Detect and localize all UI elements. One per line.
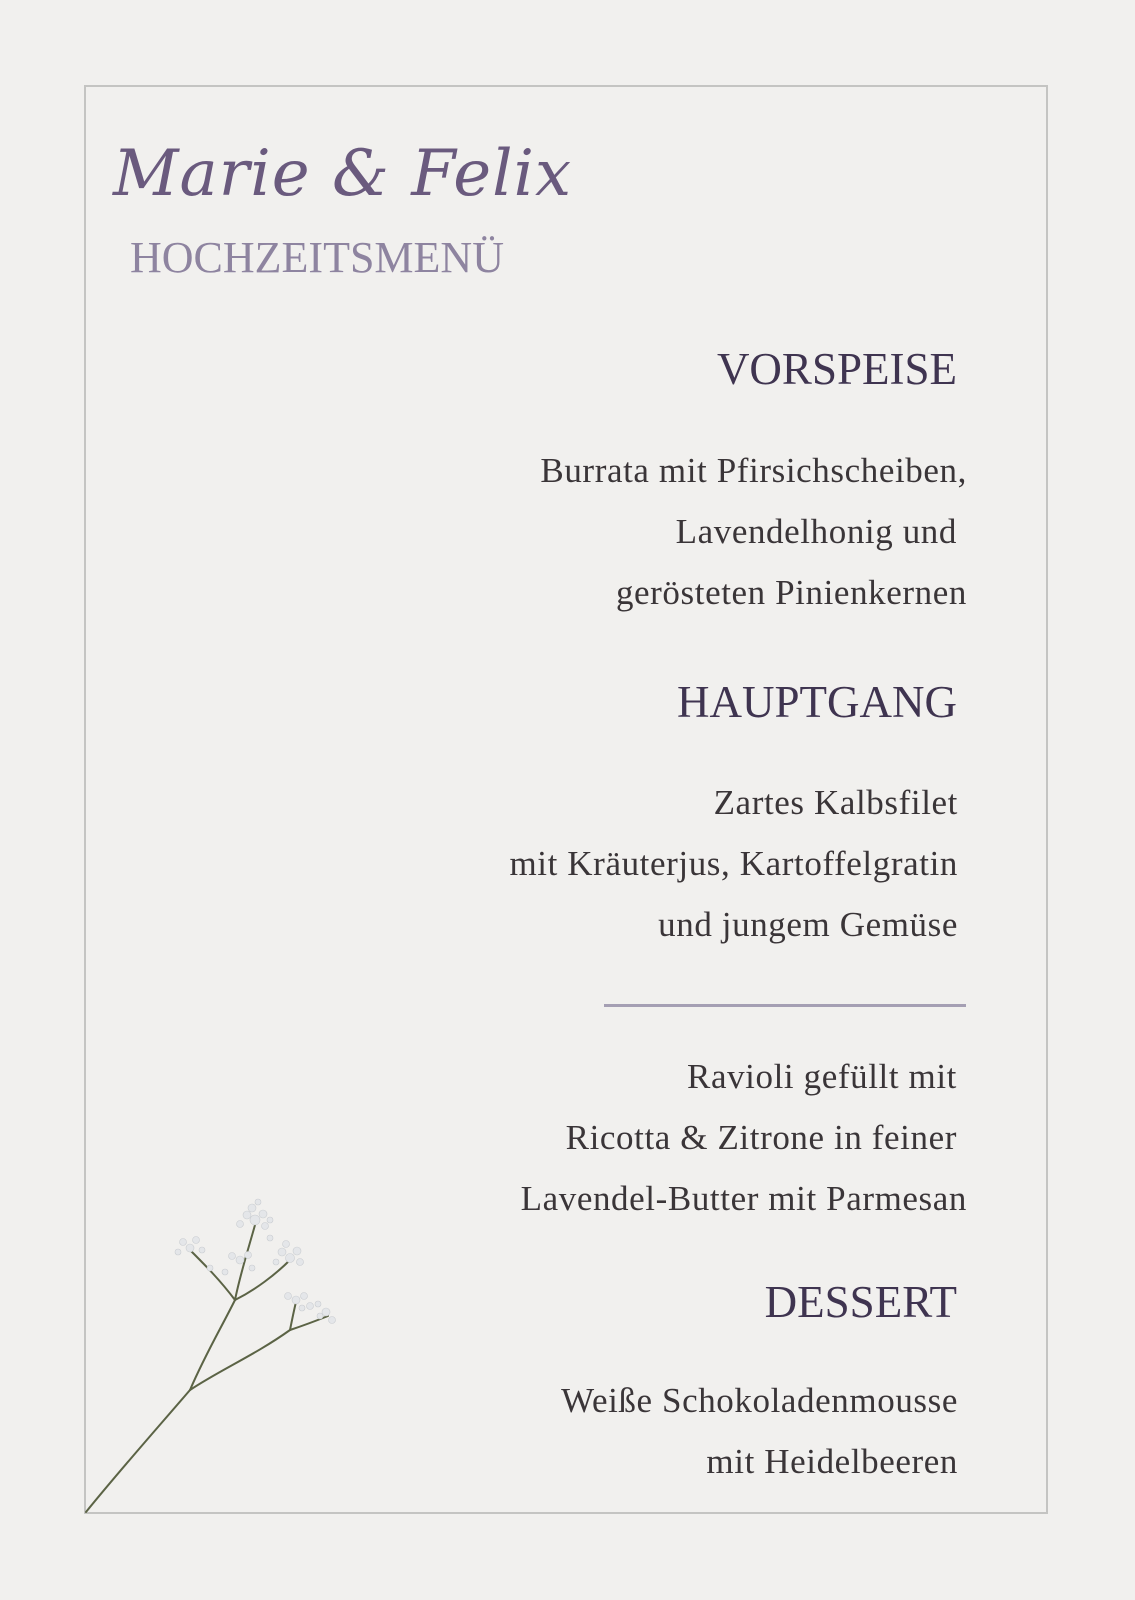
dish-line: Lavendelhonig und: [675, 512, 957, 551]
dish-main-option-1: [398, 772, 958, 955]
dish-line: Weiße Schokoladenmousse: [561, 1381, 958, 1420]
dish-line: mit Heidelbeeren: [706, 1442, 958, 1481]
dish-line: Ricotta & Zitrone in feiner: [565, 1118, 957, 1157]
dish-starter: [407, 440, 967, 623]
dish-line: Lavendel-Butter mit Parmesan: [520, 1179, 967, 1218]
menu-title: HOCHZEITSMENÜ: [130, 233, 504, 282]
dish-main-option-2: [407, 1046, 967, 1229]
dish-line: gerösteten Pinienkernen: [615, 573, 967, 612]
course-heading-main: HAUPTGANG: [677, 677, 957, 727]
dish-dessert: [398, 1370, 958, 1492]
dish-line: mit Kräuterjus, Kartoffelgratin: [509, 844, 958, 883]
dish-line: Burrata mit Pfirsichscheiben,: [540, 451, 967, 490]
course-divider: [604, 1004, 966, 1007]
course-heading-starter: VORSPEISE: [716, 344, 957, 394]
dish-line: Ravioli gefüllt mit: [687, 1057, 957, 1096]
dish-line: und jungem Gemüse: [658, 905, 958, 944]
course-heading-dessert: DESSERT: [764, 1277, 957, 1327]
gypsophila-sprig-icon: [80, 1180, 340, 1520]
couple-names: Marie & Felix: [113, 137, 573, 211]
dish-line: Zartes Kalbsfilet: [713, 783, 958, 822]
